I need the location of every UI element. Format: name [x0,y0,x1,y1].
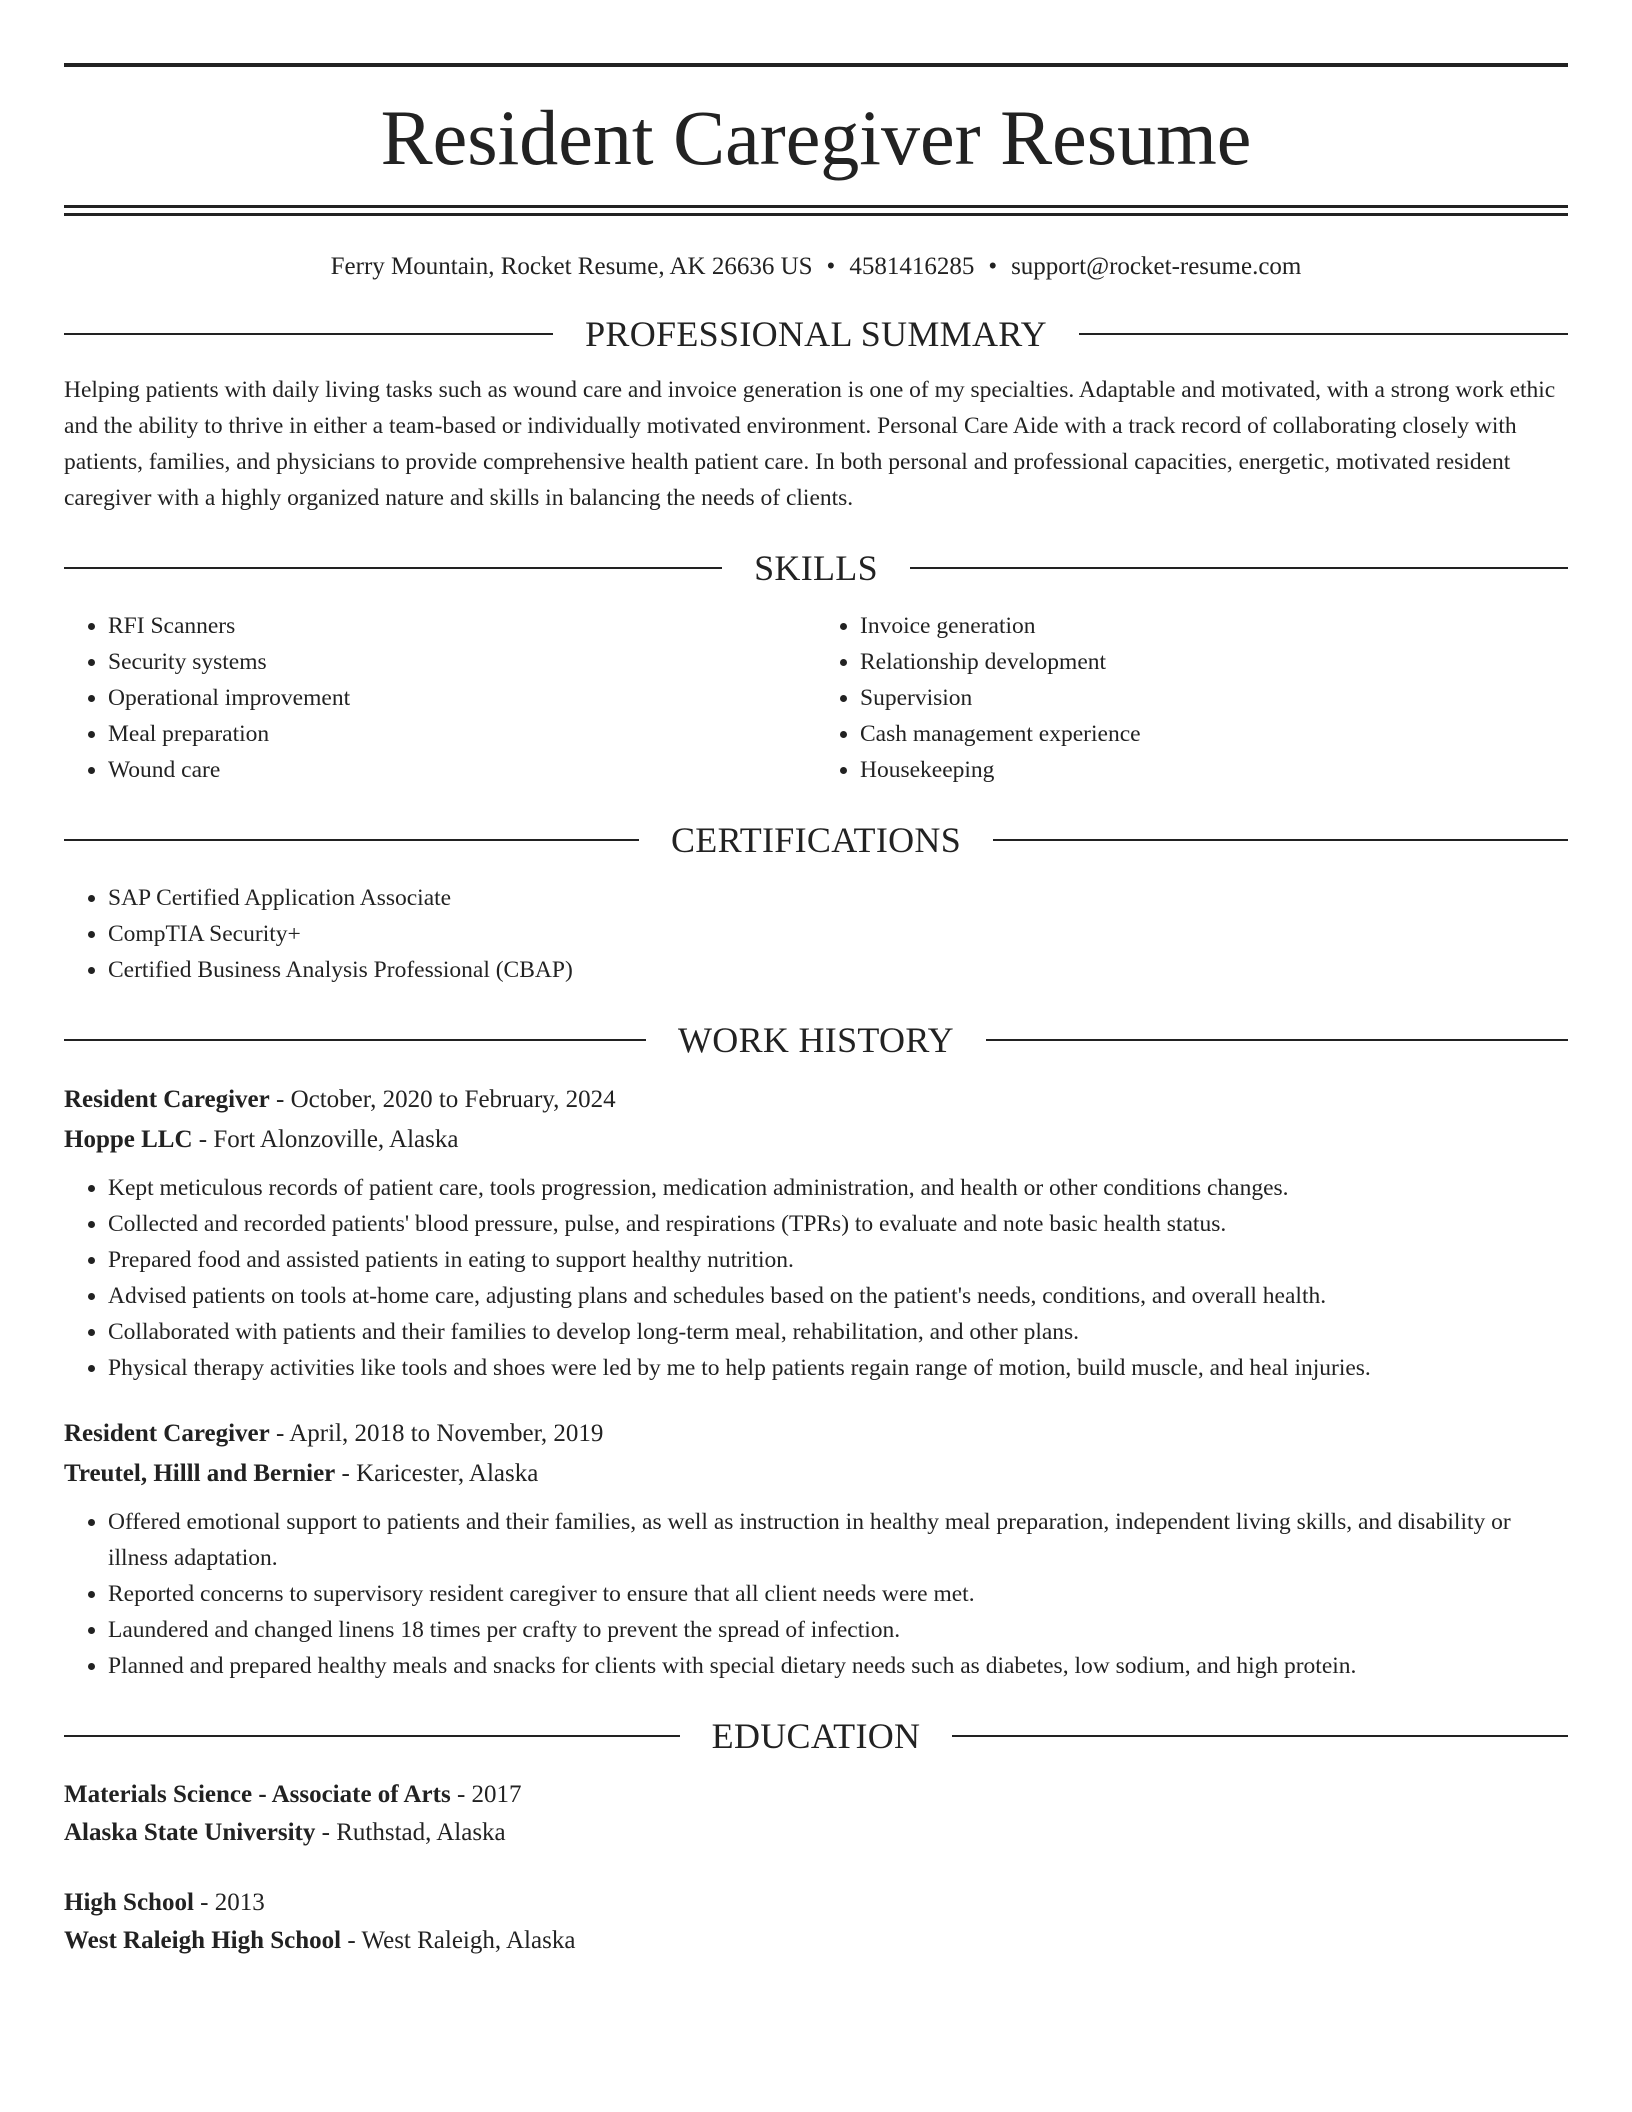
job-title-line [64,1414,1568,1454]
education-year: - 2013 [193,1889,265,1916]
skill-item: • Housekeeping [860,752,1568,788]
contact-line [64,252,1568,282]
job-company-line [64,1454,1568,1494]
section-heading-certifications [64,822,1568,858]
education-degree: Materials Science - Associate of Arts [64,1781,451,1808]
job-bullet: • Kept meticulous records of patient care, tools progression, medication administration, and health or other conditions changes. [108,1170,1568,1206]
summary-text: Helping patients with daily living tasks such as wound care and invoice generation is one of my specialties. Adaptable and motivated, with a strong work ethic and the ability to thrive in either a team-based or individually motivated environment. Personal Care Aide with a track record of collaborating closely with patients, families, and physicians to provide comprehensive health patient care. In both personal and professional capacities, energetic, motivated resident caregiver with a highly organized nature and skills in balancing the needs of clients. [64,377,1556,511]
contact-phone: 4581416285 [849,253,975,280]
section-heading-education [64,1718,1568,1754]
job-bullets [64,1504,1568,1684]
job-bullet: • Laundered and changed linens 18 times per crafty to prevent the spread of infection. [108,1612,1568,1648]
heading-rule [993,839,1568,841]
job-title: Resident Caregiver [64,1420,270,1447]
education-location: - West Raleigh, Alaska [341,1927,576,1954]
heading-rule [986,1039,1568,1041]
job-location: - Fort Alonzoville, Alaska [192,1126,459,1153]
heading-rule [64,1735,680,1737]
skill-item: • Supervision [860,680,1568,716]
skill-item: • Wound care [108,752,816,788]
certification-item: • SAP Certified Application Associate [108,880,1568,916]
section-label: WORK HISTORY [678,1020,954,1060]
education-school: West Raleigh High School [64,1927,342,1954]
skill-item: • RFI Scanners [108,608,816,644]
education-degree-line [64,1884,1568,1922]
education-degree: High School [64,1889,194,1916]
section-heading-work-history [64,1022,1568,1058]
certification-item: • Certified Business Analysis Professional (CBAP) [108,952,1568,988]
education-school-line [64,1922,1568,1960]
job-entry [64,1414,1568,1684]
section-heading-skills [64,550,1568,586]
section-heading-summary [64,316,1568,352]
skills-column-left [64,608,816,788]
section-label: PROFESSIONAL SUMMARY [585,314,1047,354]
section-label: SKILLS [754,548,878,588]
job-bullet: • Reported concerns to supervisory resident caregiver to ensure that all client needs were met. [108,1576,1568,1612]
contact-email: support@rocket-resume.com [1011,253,1302,280]
certification-item: • CompTIA Security+ [108,916,1568,952]
education-year: - 2017 [450,1781,522,1808]
skill-item: • Meal preparation [108,716,816,752]
job-bullet: • Collaborated with patients and their families to develop long-term meal, rehabilitation, and other plans. [108,1314,1568,1350]
job-title-line [64,1080,1568,1120]
job-entry [64,1080,1568,1386]
education-entry [64,1884,1568,1960]
job-company-line [64,1120,1568,1160]
contact-separator: • [826,253,836,280]
heading-rule [64,839,639,841]
certifications-list [64,880,1568,988]
skill-item: • Operational improvement [108,680,816,716]
skill-item: • Security systems [108,644,816,680]
skills-column-right [816,608,1568,788]
job-bullet: • Planned and prepared healthy meals and snacks for clients with special dietary needs such as diabetes, low sodium, and high protein. [108,1648,1568,1684]
job-title: Resident Caregiver [64,1086,270,1113]
job-bullet: • Collected and recorded patients' blood pressure, pulse, and respirations (TPRs) to evaluate and note basic health status. [108,1206,1568,1242]
job-dates: - April, 2018 to November, 2019 [269,1420,604,1447]
education-degree-line [64,1776,1568,1814]
heading-rule [64,567,722,569]
heading-rule [64,1039,646,1041]
contact-separator: • [988,253,998,280]
job-bullet: • Prepared food and assisted patients in eating to support healthy nutrition. [108,1242,1568,1278]
section-label: EDUCATION [711,1716,921,1756]
job-location: - Karicester, Alaska [335,1460,539,1487]
job-bullet: • Physical therapy activities like tools and shoes were led by me to help patients regain range of motion, build muscle, and heal injuries. [108,1350,1568,1386]
job-bullet: • Offered emotional support to patients and their families, as well as instruction in healthy meal preparation, independent living skills, and disability or illness adaptation. [108,1504,1568,1576]
heading-rule [952,1735,1568,1737]
heading-rule [1079,333,1568,335]
education-location: - Ruthstad, Alaska [315,1819,506,1846]
education-school-line [64,1814,1568,1852]
education-school: Alaska State University [64,1819,316,1846]
contact-address: Ferry Mountain, Rocket Resume, AK 26636 US [330,253,813,280]
job-dates: - October, 2020 to February, 2024 [269,1086,616,1113]
education-entry [64,1776,1568,1852]
section-label: CERTIFICATIONS [670,820,962,860]
skill-item: • Invoice generation [860,608,1568,644]
resume-content [64,0,1568,1960]
heading-rule [64,333,553,335]
job-company: Hoppe LLC [64,1126,193,1153]
resume-title: Resident Caregiver Resume [380,94,1252,181]
skill-item: • Relationship development [860,644,1568,680]
heading-rule [910,567,1568,569]
job-bullet: • Advised patients on tools at-home care, adjusting plans and schedules based on the patient's needs, conditions, and overall health. [108,1278,1568,1314]
skill-item: • Cash management experience [860,716,1568,752]
job-bullets [64,1170,1568,1386]
skills-list [64,608,1568,788]
title-double-rule [64,205,1568,216]
job-company: Treutel, Hilll and Bernier [64,1460,336,1487]
